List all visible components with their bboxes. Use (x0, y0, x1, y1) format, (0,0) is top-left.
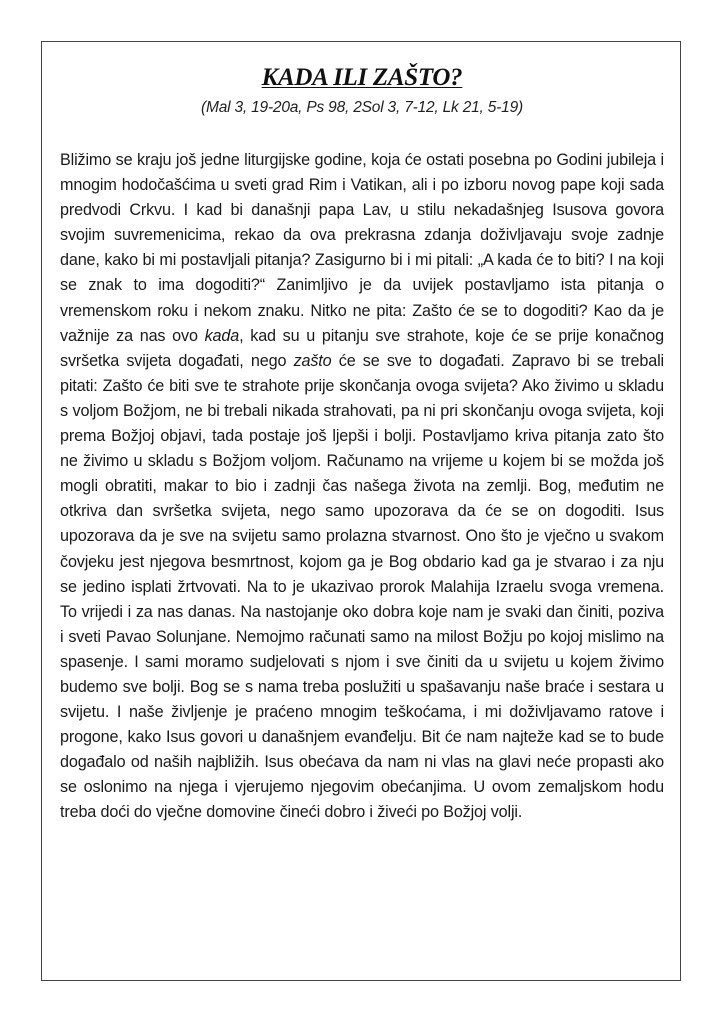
scripture-references: (Mal 3, 19-20a, Ps 98, 2Sol 3, 7-12, Lk 21, 5-19) (201, 99, 523, 116)
document-title: KADA ILI ZAŠTO? (261, 64, 463, 91)
body-paragraph (60, 148, 664, 826)
document-frame (41, 41, 681, 981)
body-segment: , kad su u pitanju sve strahote, koje će se prije konačnog svršetka svijeta događati, nego (60, 326, 664, 370)
body-segment: će se sve to događati. Zapravo bi se trebali pitati: Zašto će biti sve te strahote prije skončanja ovoga svijeta? Ako živimo u skladu s voljom Božjom, ne bi trebali nikada strahovati, pa ni pri skončanju ovoga svijeta, koji prema Božjoj objavi, tada postaje još ljepši i bolji. Postavljamo kriva pitanja zato što ne živimo u skladu s Božjom voljom. Računamo na vrijeme u kojem bi se možda još mogli obratiti, makar to bio i zadnji čas našega života na zemlji. Bog, međutim ne otkriva dan svršetka svijeta, nego samo upozorava da će se on dogoditi. Isus upozorava da je sve na svijetu samo prolazna stvarnost. Ono što je vječno u svakom čovjeku jest njegova besmrtnost, kojom ga je Bog obdario kad ga je stvarao i za nju se jedino isplati žrtvovati. Na to je ukazivao prorok Malahija Izraelu svoga vremena. To vrijedi i za nas danas. Na nastojanje oko dobra koje nam je svaki dan činiti, poziva i sveti Pavao Solunjane. Nemojmo računati samo na milost Božju po kojoj mislimo na spasenje. I sami moramo sudjelovati s njom i sve činiti da u svijetu u kojem živimo budemo sve bolji. Bog se s nama treba poslužiti u spašavanju naše braće i sestara u svijetu. I naše življenje je praćeno mnogim teškoćama, i mi doživljavamo ratove i progone, kako Isus govori u današnjem evanđelju. Bit će nam najteže kad se to bude događalo od naših najbližih. Isus obećava da nam ni vlas na glavi neće propasti ako se oslonimo na njega i vjerujemo njegovim obećanjima. U ovom zemaljskom hodu treba doći do vječne domovine čineći dobro i živeći po Božjoj volji. (60, 351, 664, 822)
body-segment: Bližimo se kraju još jedne liturgijske godine, koja će ostati posebna po Godini jubileja i mnogim hodočašćima u sveti grad Rim i Vatikan, ali i po izboru novog pape koji sada predvodi Crkvu. I kad bi današnji papa Lav, u stilu nekadašnjeg Isusova govora svojim suvremenicima, rekao da ova prekrasna zdanja doživljavaju svoje zadnje dane, kako bi mi postavljali pitanja? Zasigurno bi i mi pitali: „A kada će to biti? I na koji se znak to ima dogoditi?“ Zanimljivo je da uvijek postavljamo ista pitanja o vremenskom roku i nekom znaku. Nitko ne pita: Zašto će se to dogoditi? Kao da je važnije za nas ovo (60, 151, 664, 345)
body-segment-italic-zasto: zašto (293, 351, 332, 370)
body-segment-italic-kada: kada (204, 326, 240, 345)
